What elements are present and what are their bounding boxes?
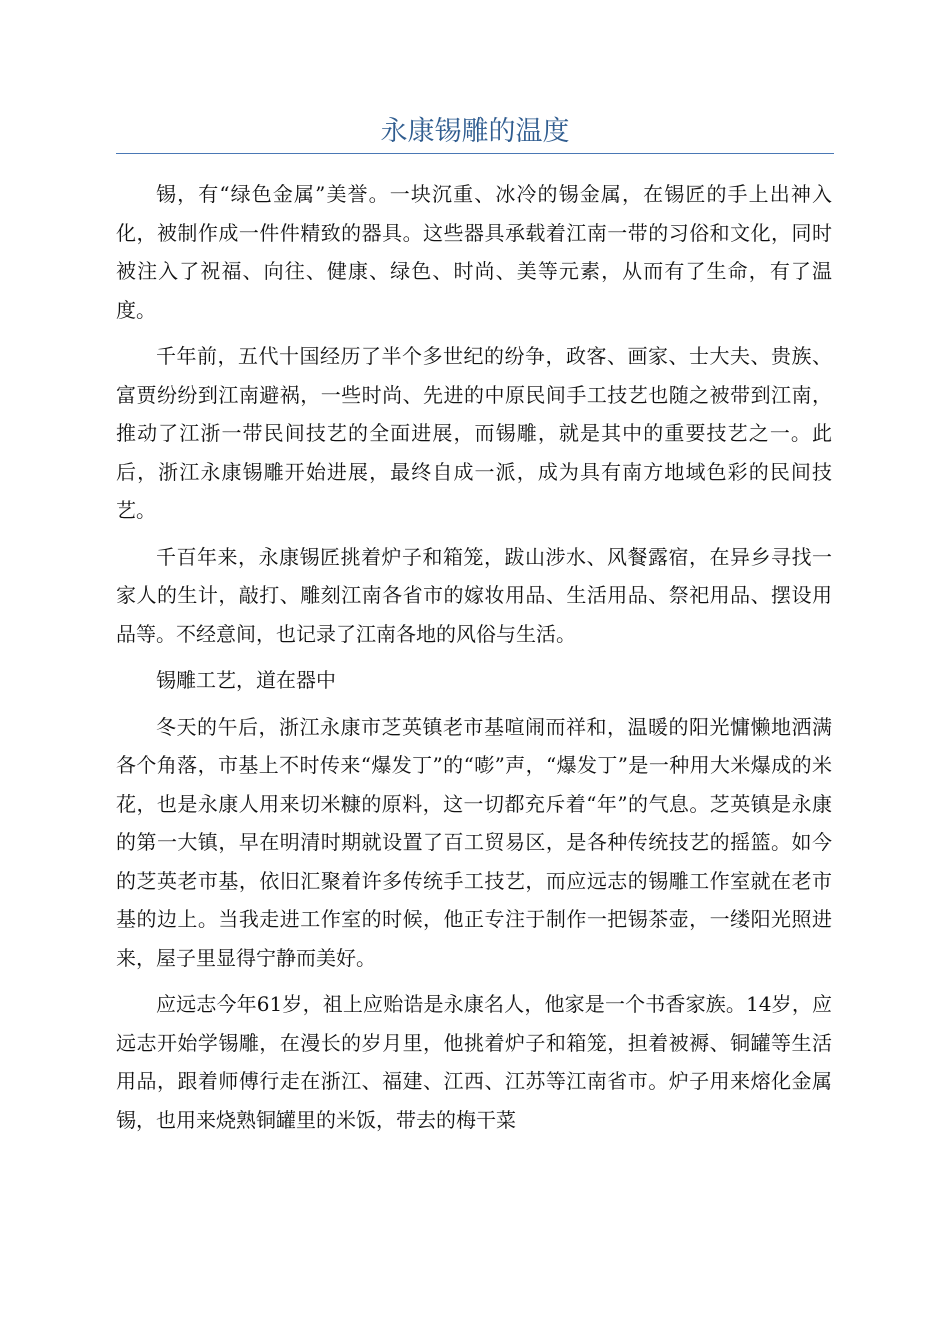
title-underline [116,153,834,154]
document-body [116,175,832,1147]
document-title: 永康锡雕的温度 [380,116,570,147]
paragraph-2: 千年前，五代十国经历了半个多世纪的纷争，政客、画家、士大夫、贵族、富贾纷纷到江南避祸，一些时尚、先进的中原民间手工技艺也随之被带到江南，推动了江浙一带民间技艺的全面进展，而锡雕，就是其中的重要技艺之一。此后，浙江永康锡雕开始进展，最终自成一派，成为具有南方地域色彩的民间技艺。 [116,344,832,522]
paragraph-5: 应远志今年61岁，祖上应贻诰是永康名人，他家是一个书香家族。14岁，应远志开始学锡雕，在漫长的岁月里，他挑着炉子和箱笼，担着被褥、铜罐等生活用品，跟着师傅行走在浙江、福建、江西、江苏等江南省市。炉子用来熔化金属锡，也用来烧熟铜罐里的米饭，带去的梅干菜 [116,992,832,1132]
section-heading: 锡雕工艺，道在器中 [156,668,336,692]
paragraph-3: 千百年来，永康锡匠挑着炉子和箱笼，跋山涉水、风餐露宿，在异乡寻找一家人的生计，敲打、雕刻江南各省市的嫁妆用品、生活用品、祭祀用品、摆设用品等。不经意间，也记录了江南各地的风俗与生活。 [116,544,832,646]
paragraph-4: 冬天的午后，浙江永康市芝英镇老市基喧闹而祥和，温暖的阳光慵懒地洒满各个角落，市基上不时传来“爆发丁”的“嘭”声，“爆发丁”是一种用大米爆成的米花，也是永康人用来切米糠的原料，这一切都充斥着“年”的气息。芝英镇是永康的第一大镇，早在明清时期就设置了百工贸易区，是各种传统技艺的摇篮。如今的芝英老市基，依旧汇聚着许多传统手工技艺，而应远志的锡雕工作室就在老市基的边上。当我走进工作室的时候，他正专注于制作一把锡茶壶，一缕阳光照进来，屋子里显得宁静而美好。 [116,714,832,970]
paragraph-1: 锡，有“绿色金属”美誉。一块沉重、冰冷的锡金属，在锡匠的手上出神入化，被制作成一件件精致的器具。这些器具承载着江南一带的习俗和文化，同时被注入了祝福、向往、健康、绿色、时尚、美等元素，从而有了生命，有了温度。 [116,182,832,322]
